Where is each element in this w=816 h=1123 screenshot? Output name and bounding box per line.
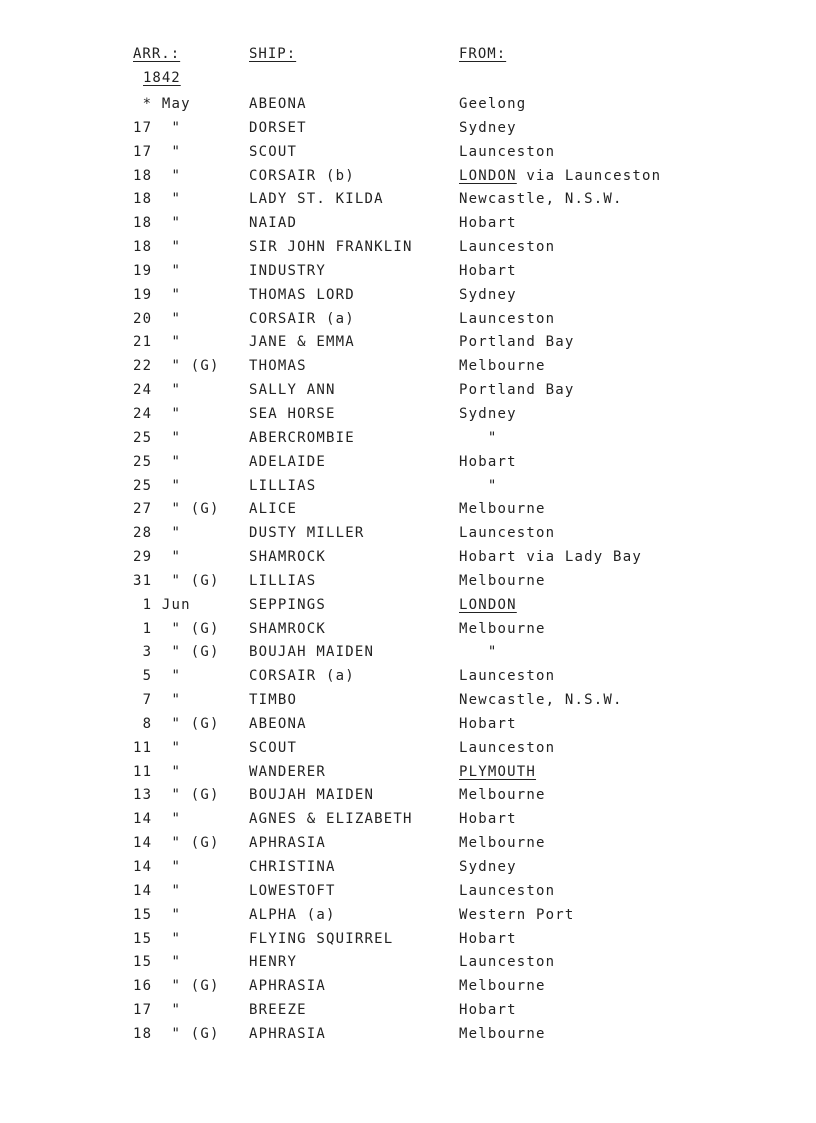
arrival-date: 11 " [133,763,182,780]
table-row [0,94,816,118]
origin-port [459,476,498,496]
ship-name: SCOUT [249,143,298,160]
origin-port-main: " [459,429,498,446]
origin-port-main: Melbourne [459,787,546,804]
arrival-date: 16 " (G) [133,978,220,995]
origin-port-main: Launceston [459,143,556,160]
origin-port-main: Launceston [459,525,556,542]
origin-port-main: Sydney [459,286,517,303]
ship-name: ALICE [249,501,298,518]
arrival-date: 3 " (G) [133,644,220,661]
arrival-date: 20 " [133,310,182,327]
origin-port [459,976,546,996]
origin-port [459,690,623,710]
origin-port [459,428,498,448]
arrival-date: 24 " [133,382,182,399]
ship-name: BOUJAH MAIDEN [249,644,375,661]
ship-name: CHRISTINA [249,859,336,875]
ship-name: DUSTY MILLER [249,525,365,542]
ship-name: APHRASIA [249,835,327,852]
table-row [0,762,816,786]
origin-port [459,309,555,329]
origin-port-main: Sydney [459,859,517,875]
arrival-date: 19 " [133,286,182,303]
origin-port-main: Hobart [459,811,517,828]
ship-name: LOWESTOFT [249,882,336,899]
arrival-date: 15 " [133,906,182,923]
ship-name: BREEZE [249,1002,307,1019]
origin-port [459,547,642,567]
arrival-date: 17 " [133,143,182,160]
arrival-date: 17 " [133,1002,182,1019]
table-row [0,332,816,356]
arrival-date: 28 " [133,525,182,542]
ship-name: LILLIAS [249,572,317,589]
origin-port-main: LONDON [459,596,517,613]
ship-name: TIMBO [249,692,298,709]
origin-port-main: Melbourne [459,501,546,518]
arrival-date: 15 " [133,930,182,947]
table-row [0,929,816,953]
origin-port [459,714,517,734]
origin-port [459,738,555,758]
origin-port [459,237,555,257]
arrival-date: 18 " [133,215,182,232]
origin-port-main: Melbourne [459,978,546,995]
origin-port [459,571,546,591]
arrival-date: 13 " (G) [133,787,220,804]
origin-port [459,452,517,472]
origin-port [459,118,517,138]
table-row [0,428,816,452]
arrival-date: 18 " [133,167,182,184]
origin-port-main: Newcastle, N.S.W. [459,692,623,709]
origin-port [459,94,526,114]
origin-port-main: " [459,477,498,494]
origin-port-main: Launceston [459,739,556,756]
table-row [0,857,816,881]
ship-name: ABEONA [249,96,307,112]
ship-name: APHRASIA [249,1025,327,1042]
header-ship: SHIP: [249,46,297,62]
table-row [0,571,816,595]
arrival-date: 7 " [133,692,182,709]
ship-name: SEA HORSE [249,405,336,422]
table-row [0,166,816,190]
origin-port-main: Hobart [459,262,517,279]
arrival-date: 18 " (G) [133,1025,220,1042]
ship-name: SIR JOHN FRANKLIN [249,239,413,256]
origin-port [459,785,546,805]
arrival-date: 25 " [133,429,182,446]
arrival-date: 11 " [133,739,182,756]
arrival-date: 14 " [133,859,182,875]
table-row [0,785,816,809]
origin-port [459,905,575,925]
origin-port [459,1000,517,1020]
table-row [0,833,816,857]
origin-port [459,523,555,543]
origin-port [459,404,517,424]
arrival-date: 8 " (G) [133,715,220,732]
table-row [0,690,816,714]
origin-port [459,881,555,901]
ship-name: NAIAD [249,215,298,232]
origin-port [459,166,661,186]
table-row [0,642,816,666]
ship-name: SHAMROCK [249,620,327,637]
origin-port-main: Western Port [459,906,575,923]
origin-port-main: LONDON [459,167,517,184]
origin-port [459,1024,546,1044]
origin-port [459,380,575,400]
table-row [0,1024,816,1048]
origin-port-main: Melbourne [459,358,546,375]
origin-port-main: Portland Bay [459,334,575,351]
table-row [0,118,816,142]
origin-port-main: Hobart [459,215,517,232]
arrival-date: 5 " [133,668,182,685]
ship-name: CORSAIR (a) [249,668,355,685]
table-row [0,619,816,643]
origin-port [459,762,536,782]
origin-port [459,285,517,305]
origin-port-main: " [459,644,498,661]
ship-name: CORSAIR (a) [249,310,355,327]
origin-port-main: Hobart [459,930,517,947]
arrival-date: 18 " [133,239,182,256]
origin-port-main: Geelong [459,96,527,112]
arrival-date: 18 " [133,191,182,208]
table-row [0,380,816,404]
ship-name: THOMAS [249,358,307,375]
arrival-date: 1 Jun [133,596,191,613]
table-row [0,356,816,380]
arrival-date: 14 " [133,882,182,899]
origin-port-main: PLYMOUTH [459,763,537,780]
origin-port-main: Hobart [459,715,517,732]
ship-name: SCOUT [249,739,298,756]
table-row [0,1000,816,1024]
ship-name: AGNES & ELIZABETH [249,811,413,828]
table-row [0,189,816,213]
ship-name: THOMAS LORD [249,286,355,303]
origin-port-main: Portland Bay [459,382,575,399]
table-row [0,881,816,905]
origin-port [459,142,555,162]
origin-port-main: Hobart [459,1002,517,1019]
origin-port [459,952,555,972]
origin-port-main: Sydney [459,405,517,422]
arrival-date: 14 " [133,811,182,828]
year-label: 1842 [143,70,181,86]
origin-port-main: Launceston [459,954,556,971]
origin-port [459,833,546,853]
origin-port [459,499,546,519]
origin-port [459,666,555,686]
origin-port [459,595,517,615]
arrival-date: 31 " (G) [133,572,220,589]
origin-port [459,213,517,233]
arrival-date: 25 " [133,477,182,494]
table-row [0,738,816,762]
origin-port-main: Melbourne [459,1025,546,1042]
ship-name: ALPHA (a) [249,906,336,923]
arrival-date: 29 " [133,549,182,566]
arrival-date: 24 " [133,405,182,422]
origin-port-main: Launceston [459,310,556,327]
origin-port-main: Melbourne [459,835,546,852]
table-row [0,142,816,166]
ship-name: WANDERER [249,763,327,780]
ship-name: SEPPINGS [249,596,327,613]
arrival-date: 14 " (G) [133,835,220,852]
origin-port-main: Hobart via Lady Bay [459,549,642,566]
arrival-date: 19 " [133,262,182,279]
table-row [0,213,816,237]
ship-name: DORSET [249,119,307,136]
table-row [0,714,816,738]
header-arrival: ARR.: [133,46,181,62]
table-row [0,285,816,309]
ship-name: CORSAIR (b) [249,167,355,184]
table-row [0,452,816,476]
table-row [0,547,816,571]
ship-name: INDUSTRY [249,262,327,279]
arrival-date: 17 " [133,119,182,136]
origin-port [459,929,517,949]
origin-port [459,857,517,877]
table-row [0,666,816,690]
table-row [0,595,816,619]
ship-name: LADY ST. KILDA [249,191,384,208]
origin-port [459,809,517,829]
ship-name: APHRASIA [249,978,327,995]
table-row [0,261,816,285]
arrival-date: 27 " (G) [133,501,220,518]
arrival-date: 21 " [133,334,182,351]
table-row [0,404,816,428]
origin-port-main: Launceston [459,239,556,256]
origin-port-main: Sydney [459,119,517,136]
origin-port-main: Newcastle, N.S.W. [459,191,623,208]
ship-name: FLYING SQUIRREL [249,930,394,947]
origin-port [459,189,623,209]
ship-name: SALLY ANN [249,382,336,399]
ship-name: HENRY [249,954,298,971]
ship-name: ABEONA [249,715,307,732]
ship-name: ABERCROMBIE [249,429,355,446]
origin-port-main: Launceston [459,882,556,899]
ship-name: LILLIAS [249,477,317,494]
origin-port [459,261,517,281]
table-row [0,952,816,976]
arrival-date: 22 " (G) [133,358,220,375]
ship-name: ADELAIDE [249,453,327,470]
table-row [0,905,816,929]
table-row [0,309,816,333]
arrival-date: 25 " [133,453,182,470]
arrivals-list [0,94,816,1048]
ship-name: BOUJAH MAIDEN [249,787,375,804]
origin-port-main: Launceston [459,668,556,685]
origin-port [459,332,575,352]
origin-port-main: Melbourne [459,620,546,637]
table-row [0,809,816,833]
origin-port [459,619,546,639]
arrival-date: 1 " (G) [133,620,220,637]
table-row [0,499,816,523]
ship-name: SHAMROCK [249,549,327,566]
table-row [0,237,816,261]
origin-port [459,356,546,376]
table-row [0,523,816,547]
arrival-date: 15 " [133,954,182,971]
table-row [0,476,816,500]
header-from: FROM: [459,46,507,62]
origin-port-main: Melbourne [459,572,546,589]
ship-name: JANE & EMMA [249,334,355,351]
arrival-date: * May [133,96,191,112]
origin-port-via: via Launceston [516,167,662,184]
table-row [0,976,816,1000]
origin-port-main: Hobart [459,453,517,470]
origin-port [459,642,498,662]
